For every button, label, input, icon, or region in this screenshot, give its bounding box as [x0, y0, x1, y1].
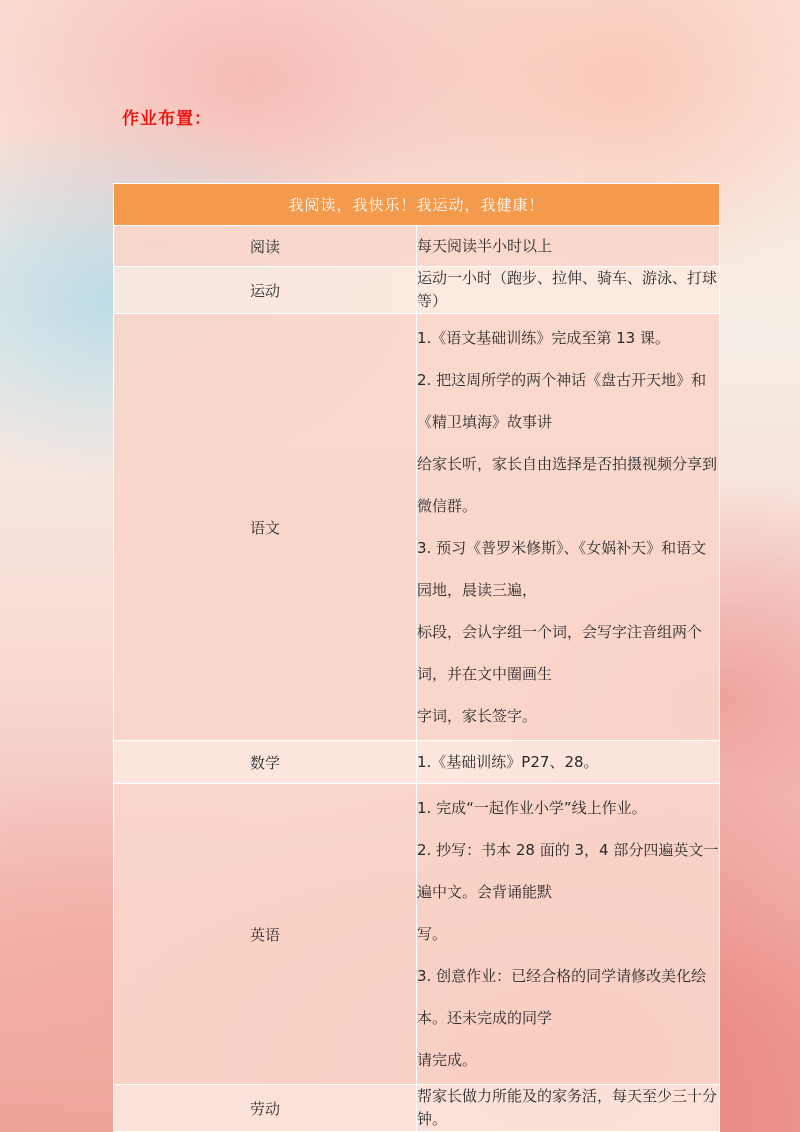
row-label: 阅读: [114, 226, 417, 267]
content-line: 帮家长做力所能及的家务活，每天至少三十分钟。: [417, 1087, 718, 1128]
table-row-reading: [114, 226, 720, 267]
content-line: 标段，会认字组一个词，会写字注音组两个词，并在文中圈画生: [417, 623, 703, 683]
content-line: 2. 抄写：书本 28 面的 3，4 部分四遍英文一遍中文。会背诵能默: [417, 841, 719, 901]
content-line: 1. 完成“一起作业小学”线上作业。: [417, 799, 647, 817]
table-row-math: [114, 741, 720, 784]
content-line: 1.《语文基础训练》完成至第 13 课。: [417, 329, 670, 347]
row-label: 劳动: [114, 1085, 417, 1132]
content-line: 给家长听，家长自由选择是否拍摄视频分享到微信群。: [417, 455, 718, 515]
content-line: 每天阅读半小时以上: [417, 236, 553, 255]
row-label: 英语: [114, 784, 417, 1085]
row-content: [417, 314, 720, 741]
table-row-english: [114, 784, 720, 1085]
row-label: 数学: [114, 741, 417, 784]
row-label: 运动: [114, 267, 417, 314]
content-line: 字词，家长签字。: [417, 707, 538, 725]
row-content: [417, 1085, 720, 1132]
row-content: [417, 784, 720, 1085]
table-banner: 我阅读，我快乐！我运动，我健康！: [114, 184, 720, 226]
row-content: [417, 267, 720, 314]
content-line: 写。: [417, 925, 448, 943]
table-row-labor: [114, 1085, 720, 1132]
content-line: 3. 创意作业：已经合格的同学请修改美化绘本。还未完成的同学: [417, 967, 707, 1027]
table-row-chinese: [114, 314, 720, 741]
homework-table: [113, 183, 720, 1132]
row-content: [417, 741, 720, 784]
content-line: 2. 把这周所学的两个神话《盘古开天地》和《精卫填海》故事讲: [417, 371, 707, 431]
content-line: 1.《基础训练》P27、28。: [417, 752, 599, 771]
page-heading: 作业布置：: [122, 109, 212, 129]
row-content: [417, 226, 720, 267]
row-label: 语文: [114, 314, 417, 741]
table-row-exercise: [114, 267, 720, 314]
content-line: 运动一小时（跑步、拉伸、骑车、游泳、打球等）: [417, 269, 718, 310]
content-line: 请完成。: [417, 1051, 478, 1069]
content-line: 3. 预习《普罗米修斯》、《女娲补天》和语文园地，晨读三遍，: [417, 539, 707, 599]
